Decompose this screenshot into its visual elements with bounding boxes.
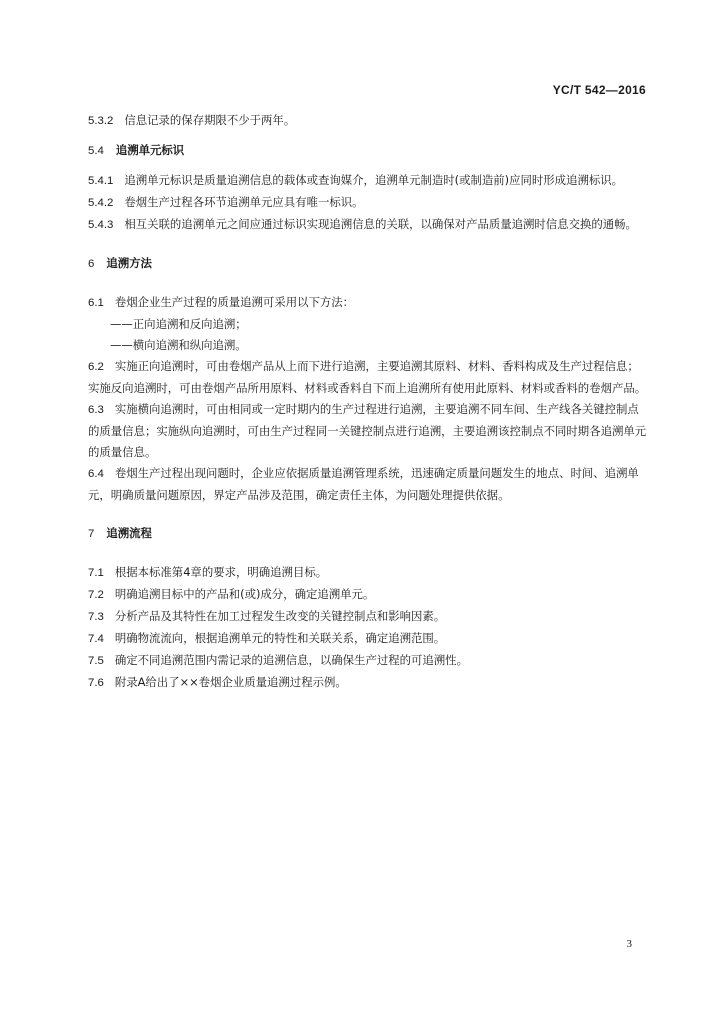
section-6-heading bbox=[88, 253, 648, 275]
clause-number: 6.1 bbox=[88, 297, 104, 309]
clause-text: 分析产品及其特性在加工过程发生改变的关键控制点和影响因素。 bbox=[114, 609, 446, 623]
clause-6-4 bbox=[88, 463, 648, 506]
clause-text: 实施横向追溯时，可由相同或一定时期内的生产过程进行追溯，主要追溯不同车间、生产线各关键控制点的质量信息；实施纵向追溯时，可由生产过程同一关键控制点进行追溯，主要追溯该控制点不同时期各追溯单元的质量信息。 bbox=[88, 402, 647, 459]
clause-6-1 bbox=[88, 292, 648, 314]
document-body bbox=[88, 110, 648, 694]
clause-number: 7.4 bbox=[88, 633, 104, 645]
clause-number: 5.4.2 bbox=[88, 197, 114, 209]
clause-5-4-2 bbox=[88, 192, 648, 214]
clause-text: 明确物流流向，根据追溯单元的特性和关联关系，确定追溯范围。 bbox=[114, 631, 446, 645]
clause-number: 7.1 bbox=[88, 567, 104, 579]
section-number: 6 bbox=[88, 258, 95, 270]
section-title: 追溯方法 bbox=[106, 256, 152, 270]
section-number: 5.4 bbox=[88, 145, 104, 157]
clause-7-3 bbox=[88, 606, 648, 628]
clause-number: 7.2 bbox=[88, 589, 104, 601]
list-item: ——横向追溯和纵向追溯。 bbox=[110, 338, 247, 352]
clause-text: 卷烟生产过程各环节追溯单元应具有唯一标识。 bbox=[124, 195, 364, 209]
clause-text: 附录A给出了××卷烟企业质量追溯过程示例。 bbox=[114, 675, 347, 689]
clause-7-5 bbox=[88, 650, 648, 672]
clause-number: 7.5 bbox=[88, 655, 104, 667]
clause-6-2 bbox=[88, 356, 648, 399]
clause-number: 7.3 bbox=[88, 611, 104, 623]
section-title: 追溯流程 bbox=[106, 526, 152, 540]
clause-5-3-2 bbox=[88, 110, 648, 132]
clause-number: 7.6 bbox=[88, 677, 104, 689]
clause-7-6 bbox=[88, 672, 648, 694]
clause-text: 明确追溯目标中的产品和(或)成分，确定追溯单元。 bbox=[114, 587, 375, 601]
page-number: 3 bbox=[626, 938, 632, 950]
clause-7-2 bbox=[88, 584, 648, 606]
clause-5-4-3 bbox=[88, 214, 648, 236]
clause-number: 6.3 bbox=[88, 404, 104, 416]
section-number: 7 bbox=[88, 528, 95, 540]
clause-text: 相互关联的追溯单元之间应通过标识实现追溯信息的关联，以确保对产品质量追溯时信息交换的通畅。 bbox=[124, 217, 637, 231]
clause-5-4-1 bbox=[88, 170, 648, 192]
clause-7-1 bbox=[88, 562, 648, 584]
list-item: ——正向追溯和反向追溯； bbox=[110, 317, 247, 331]
clause-number: 6.2 bbox=[88, 361, 104, 373]
clause-number: 6.4 bbox=[88, 468, 104, 480]
clause-6-3 bbox=[88, 399, 648, 463]
clause-text: 根据本标准第4章的要求，明确追溯目标。 bbox=[114, 565, 328, 579]
section-title: 追溯单元标识 bbox=[115, 143, 185, 157]
clause-7-4 bbox=[88, 628, 648, 650]
clause-number: 5.4.3 bbox=[88, 219, 114, 231]
clause-text: 信息记录的保存期限不少于两年。 bbox=[124, 113, 296, 127]
section-5-4-heading bbox=[88, 140, 648, 162]
clause-text: 追溯单元标识是质量追溯信息的载体或查询媒介，追溯单元制造时(或制造前)应同时形成追溯标识。 bbox=[124, 173, 624, 187]
clause-number: 5.3.2 bbox=[88, 115, 114, 127]
section-7-heading bbox=[88, 523, 648, 545]
standard-code: YC/T 542—2016 bbox=[552, 83, 646, 97]
clause-text: 确定不同追溯范围内需记录的追溯信息，以确保生产过程的可追溯性。 bbox=[114, 653, 468, 667]
clause-text: 卷烟生产过程出现问题时，企业应依据质量追溯管理系统，迅速确定质量问题发生的地点、时间、追溯单元，明确质量问题原因，界定产品涉及范围，确定责任主体，为问题处理提供依据。 bbox=[88, 466, 639, 502]
clause-text: 卷烟企业生产过程的质量追溯可采用以下方法： bbox=[114, 295, 355, 309]
clause-number: 5.4.1 bbox=[88, 175, 114, 187]
clause-text: 实施正向追溯时，可由卷烟产品从上而下进行追溯，主要追溯其原料、材料、香料构成及生产过程信息；实施反向追溯时，可由卷烟产品所用原料、材料或香料自下而上追溯所有使用此原料、材料或香料的卷烟产品。 bbox=[88, 359, 647, 395]
